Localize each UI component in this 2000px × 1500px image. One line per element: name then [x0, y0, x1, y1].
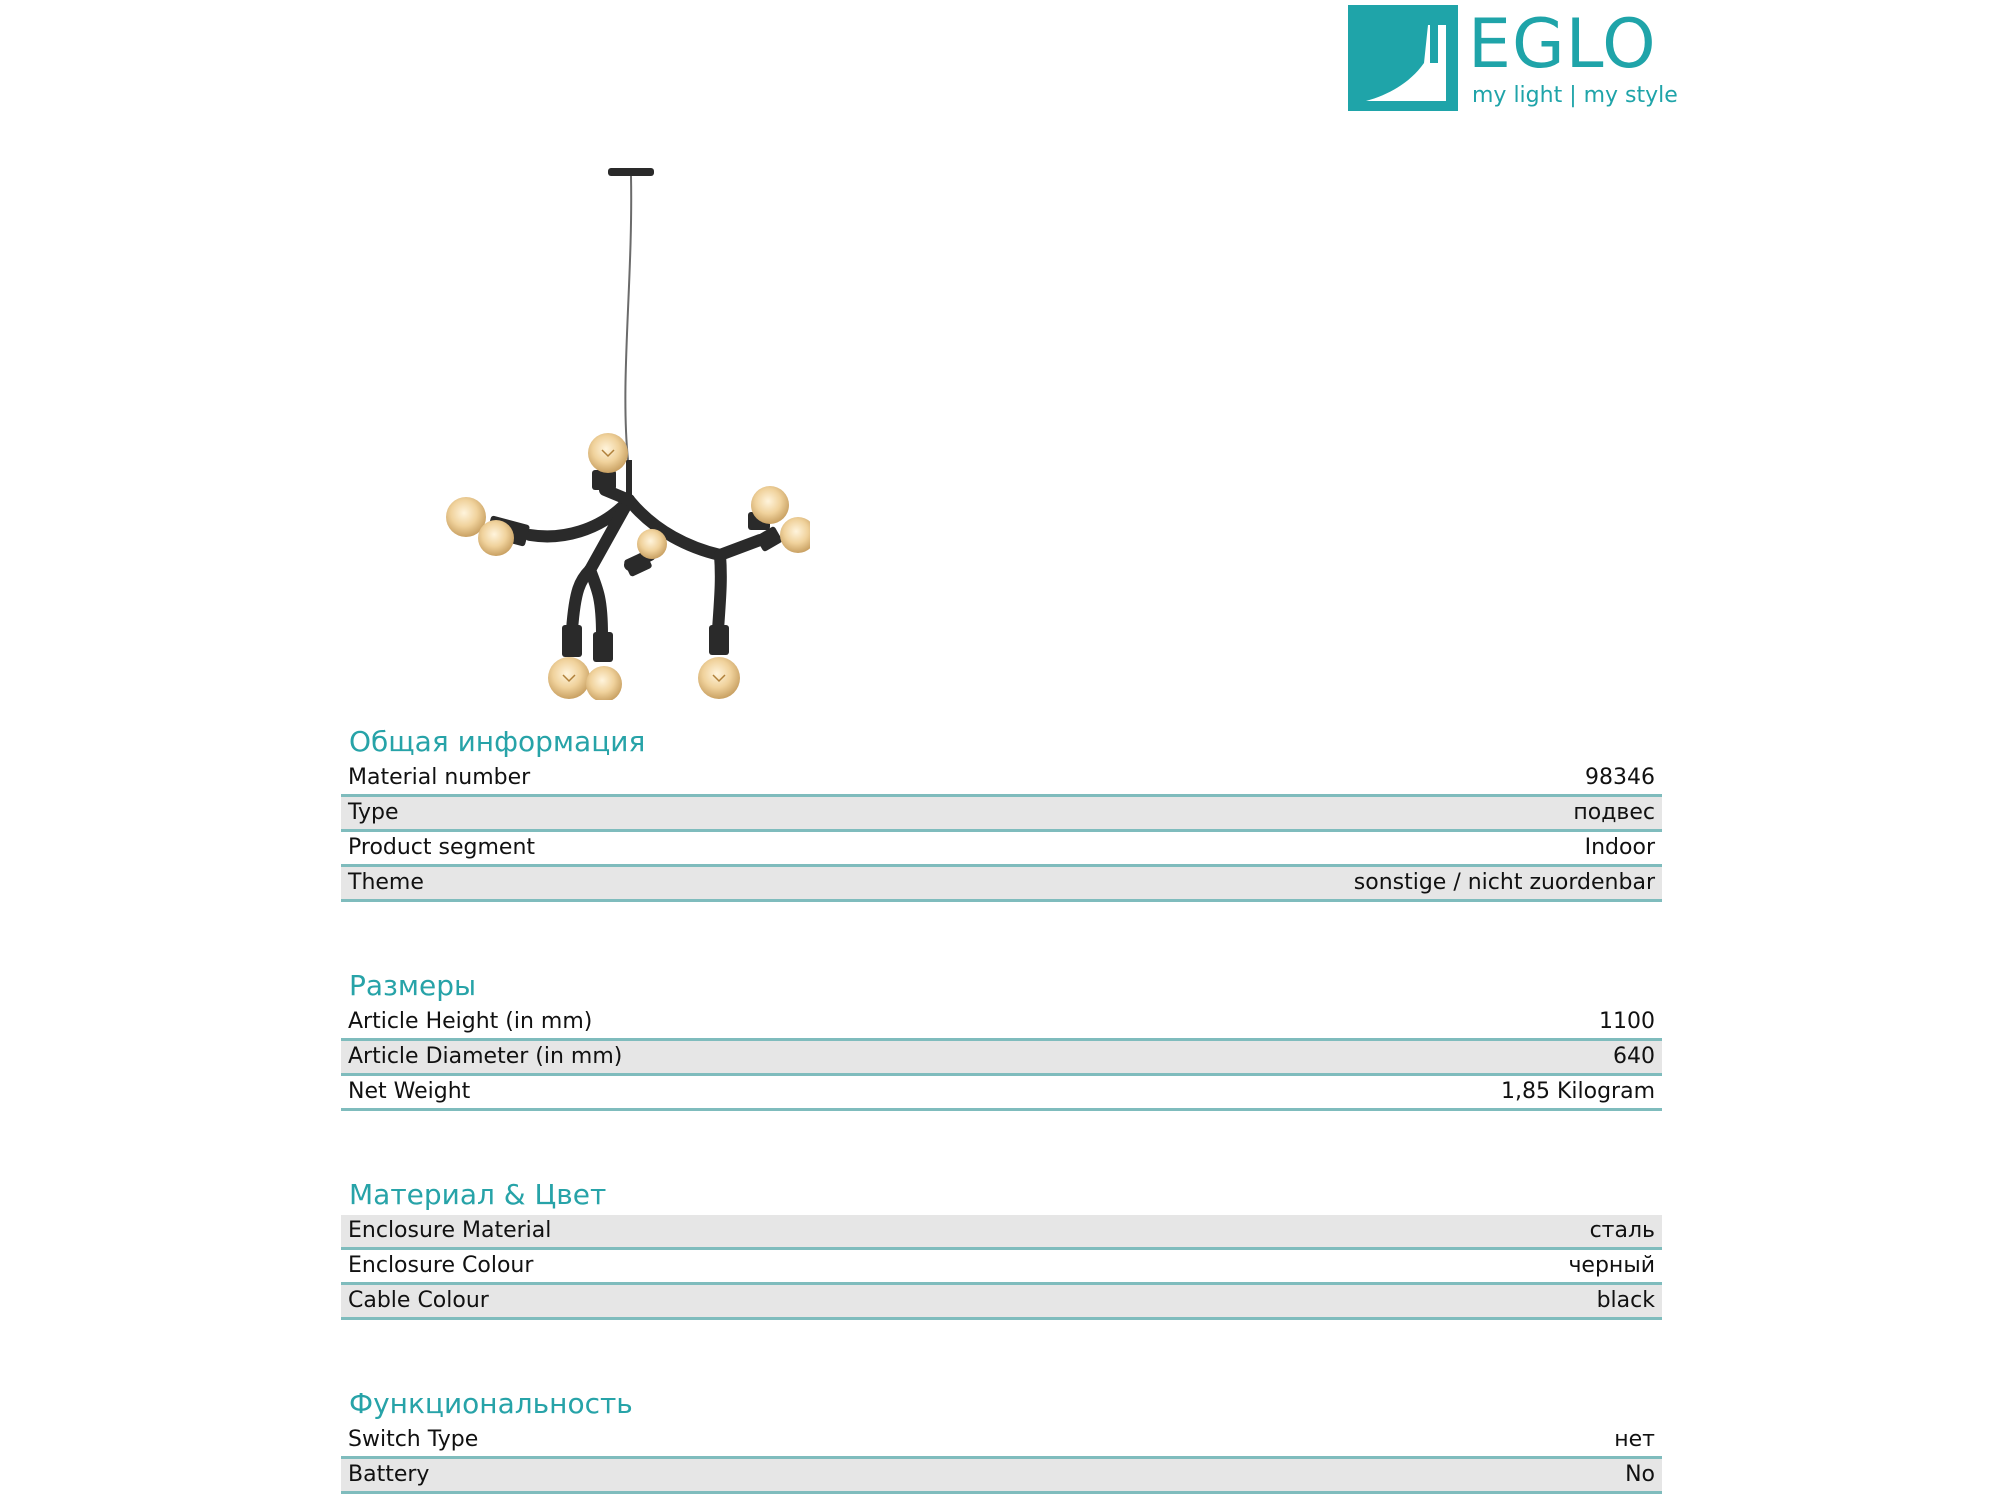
spec-label: Article Height (in mm) — [348, 1009, 593, 1034]
eglo-logo-mark-icon — [1348, 5, 1458, 111]
spec-value: 640 — [1613, 1044, 1655, 1069]
spec-value: 1,85 Kilogram — [1500, 1079, 1655, 1104]
spec-label: Battery — [348, 1462, 430, 1487]
spec-label: Product segment — [348, 835, 536, 860]
section-title: Размеры — [349, 969, 477, 1002]
spec-row — [341, 1076, 1662, 1111]
spec-label: Theme — [348, 870, 424, 895]
spec-row — [341, 1041, 1662, 1076]
spec-label: Net Weight — [348, 1079, 471, 1104]
spec-row — [341, 867, 1662, 902]
spec-row — [341, 1006, 1662, 1041]
section-title: Общая информация — [349, 725, 646, 758]
spec-value: черный — [1568, 1253, 1655, 1278]
spec-row — [341, 832, 1662, 867]
spec-label: Enclosure Material — [348, 1218, 552, 1243]
spec-row — [341, 1285, 1662, 1320]
section-title: Материал & Цвет — [349, 1178, 607, 1211]
section-title: Функциональность — [349, 1387, 633, 1420]
spec-label: Enclosure Colour — [348, 1253, 534, 1278]
section-material-colour — [341, 1175, 1662, 1320]
spec-row — [341, 797, 1662, 832]
brand-logo — [1348, 5, 1678, 115]
spec-value: сталь — [1589, 1218, 1655, 1243]
spec-row — [341, 1459, 1662, 1494]
spec-label: Cable Colour — [348, 1288, 489, 1313]
spec-label: Material number — [348, 765, 531, 790]
spec-value: подвес — [1573, 800, 1655, 825]
spec-value: Indoor — [1584, 835, 1655, 860]
spec-row — [341, 1424, 1662, 1459]
spec-value: No — [1625, 1462, 1655, 1487]
brand-tagline: my light | my style — [1472, 83, 1678, 108]
spec-value: sonstige / nicht zuordenbar — [1353, 870, 1655, 895]
spec-value: 1100 — [1599, 1009, 1655, 1034]
section-general-info — [341, 722, 1662, 902]
spec-label: Type — [348, 800, 399, 825]
spec-value: black — [1596, 1288, 1655, 1313]
spec-label: Switch Type — [348, 1427, 479, 1452]
section-functionality — [341, 1384, 1662, 1494]
spec-value: нет — [1614, 1427, 1655, 1452]
spec-row — [341, 1215, 1662, 1250]
section-dimensions — [341, 966, 1662, 1111]
spec-row — [341, 1250, 1662, 1285]
pendant-lamp-image — [430, 160, 810, 700]
brand-name: EGLO — [1468, 5, 1657, 84]
spec-label: Article Diameter (in mm) — [348, 1044, 623, 1069]
spec-value: 98346 — [1585, 765, 1655, 790]
spec-row — [341, 762, 1662, 797]
